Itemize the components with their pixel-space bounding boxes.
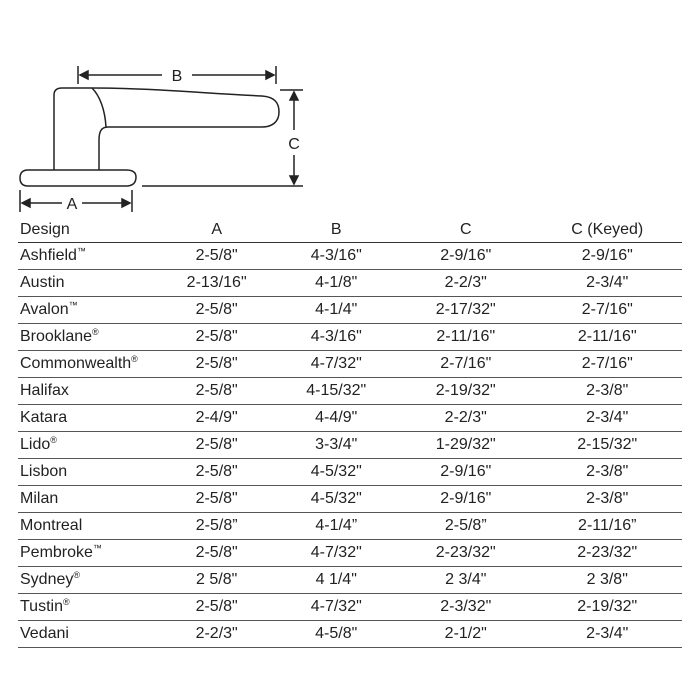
lever-dimension-diagram [0, 0, 700, 215]
design-cell [18, 351, 160, 378]
table-row [18, 459, 682, 486]
dimension-label-c: C [288, 136, 300, 153]
c-keyed-cell: 2-3/4" [533, 621, 683, 648]
table-row [18, 243, 682, 270]
b-cell: 4-5/32" [273, 486, 399, 513]
trademark-mark: ® [62, 597, 70, 607]
dimension-label-b: B [171, 68, 183, 85]
trademark-mark: ® [131, 354, 138, 364]
design-name: Brooklane [20, 328, 93, 345]
design-cell [18, 405, 160, 432]
design-name: Milan [20, 490, 59, 507]
design-cell [18, 243, 160, 270]
trademark-mark: ® [92, 327, 99, 337]
header-a: A [160, 218, 274, 243]
b-cell: 4-1/4" [273, 297, 399, 324]
header-c-keyed: C (Keyed) [533, 218, 683, 243]
a-cell: 2-5/8" [160, 459, 274, 486]
design-cell [18, 486, 160, 513]
a-cell: 2-5/8" [160, 297, 274, 324]
c-keyed-cell: 2-3/4" [533, 405, 683, 432]
design-name: Sydney [20, 571, 74, 588]
a-cell: 2-4/9" [160, 405, 274, 432]
c-cell: 2-9/16" [399, 459, 532, 486]
table-row [18, 324, 682, 351]
header-b: B [273, 218, 399, 243]
c-cell: 2-2/3" [399, 405, 532, 432]
design-cell [18, 621, 160, 648]
design-cell [18, 270, 160, 297]
c-keyed-cell: 2-3/4" [533, 270, 683, 297]
design-cell [18, 459, 160, 486]
design-name: Lido [20, 436, 51, 453]
b-cell: 4-7/32" [273, 540, 399, 567]
trademark-mark: ™ [68, 300, 78, 310]
c-keyed-cell: 2-7/16" [533, 297, 683, 324]
design-name: Ashfield [20, 247, 77, 264]
a-cell: 2-13/16" [160, 270, 274, 297]
trademark-mark: ® [73, 570, 81, 580]
c-cell: 2-17/32" [399, 297, 532, 324]
b-cell: 4-4/9" [273, 405, 399, 432]
b-cell: 4-3/16" [273, 324, 399, 351]
a-cell: 2-5/8" [160, 243, 274, 270]
design-cell [18, 594, 160, 621]
b-cell: 4-15/32" [273, 378, 399, 405]
design-name: Katara [20, 409, 68, 426]
c-cell: 2-1/2" [399, 621, 532, 648]
dimensions-table [18, 218, 682, 648]
b-cell: 4-3/16" [273, 243, 399, 270]
b-cell: 4-7/32" [273, 351, 399, 378]
b-cell: 4 1/4" [273, 567, 399, 594]
c-cell: 2-9/16" [399, 486, 532, 513]
c-cell: 2-19/32" [399, 378, 532, 405]
a-cell: 2-5/8" [160, 351, 274, 378]
design-cell [18, 540, 160, 567]
c-keyed-cell: 2-3/8" [533, 459, 683, 486]
c-cell: 2-7/16" [399, 351, 532, 378]
design-cell [18, 432, 160, 459]
table-row [18, 405, 682, 432]
c-keyed-cell: 2-23/32" [533, 540, 683, 567]
design-cell [18, 513, 160, 540]
table-row [18, 594, 682, 621]
b-cell: 3-3/4" [273, 432, 399, 459]
c-keyed-cell: 2 3/8" [533, 567, 683, 594]
b-cell: 4-1/4” [273, 513, 399, 540]
a-cell: 2-5/8" [160, 486, 274, 513]
table-row [18, 486, 682, 513]
a-cell: 2-5/8" [160, 378, 274, 405]
design-name: Montreal [20, 517, 83, 534]
design-name: Commonwealth [20, 355, 132, 372]
a-cell: 2-2/3" [160, 621, 274, 648]
c-keyed-cell: 2-9/16" [533, 243, 683, 270]
table-row [18, 621, 682, 648]
trademark-mark: ™ [92, 543, 102, 553]
c-cell: 2-2/3" [399, 270, 532, 297]
c-cell: 2-9/16" [399, 243, 532, 270]
table-header-row [18, 218, 682, 243]
c-cell: 2-11/16" [399, 324, 532, 351]
table-row [18, 351, 682, 378]
design-cell [18, 297, 160, 324]
design-name: Lisbon [20, 463, 68, 480]
c-keyed-cell: 2-19/32" [533, 594, 683, 621]
a-cell: 2-5/8" [160, 540, 274, 567]
lever-outline [20, 88, 279, 186]
c-keyed-cell: 2-3/8" [533, 378, 683, 405]
b-cell: 4-5/32" [273, 459, 399, 486]
c-cell: 2 3/4" [399, 567, 532, 594]
design-name: Vedani [20, 625, 69, 642]
table-row [18, 432, 682, 459]
c-keyed-cell: 2-3/8" [533, 486, 683, 513]
b-cell: 4-5/8" [273, 621, 399, 648]
c-cell: 2-23/32" [399, 540, 532, 567]
c-keyed-cell: 2-11/16" [533, 324, 683, 351]
c-keyed-cell: 2-11/16” [533, 513, 683, 540]
table-row [18, 270, 682, 297]
trademark-mark: ® [50, 435, 57, 445]
c-cell: 1-29/32" [399, 432, 532, 459]
c-keyed-cell: 2-15/32" [533, 432, 683, 459]
table-row [18, 540, 682, 567]
dimension-c [142, 90, 303, 186]
design-name: Pembroke [20, 544, 93, 561]
design-cell [18, 567, 160, 594]
header-c: C [399, 218, 532, 243]
table-row [18, 567, 682, 594]
c-cell: 2-3/32" [399, 594, 532, 621]
design-name: Austin [20, 274, 65, 291]
table-row [18, 378, 682, 405]
a-cell: 2 5/8" [160, 567, 274, 594]
a-cell: 2-5/8" [160, 594, 274, 621]
a-cell: 2-5/8" [160, 432, 274, 459]
a-cell: 2-5/8" [160, 324, 274, 351]
header-design: Design [18, 218, 160, 243]
dimension-label-a: A [66, 196, 78, 213]
design-cell [18, 378, 160, 405]
trademark-mark: ™ [76, 246, 86, 256]
design-name: Avalon [20, 301, 69, 318]
table-row [18, 297, 682, 324]
b-cell: 4-1/8" [273, 270, 399, 297]
design-name: Tustin [20, 598, 63, 615]
a-cell: 2-5/8” [160, 513, 274, 540]
c-cell: 2-5/8” [399, 513, 532, 540]
table-row [18, 513, 682, 540]
c-keyed-cell: 2-7/16" [533, 351, 683, 378]
b-cell: 4-7/32" [273, 594, 399, 621]
design-name: Halifax [20, 382, 69, 399]
design-cell [18, 324, 160, 351]
